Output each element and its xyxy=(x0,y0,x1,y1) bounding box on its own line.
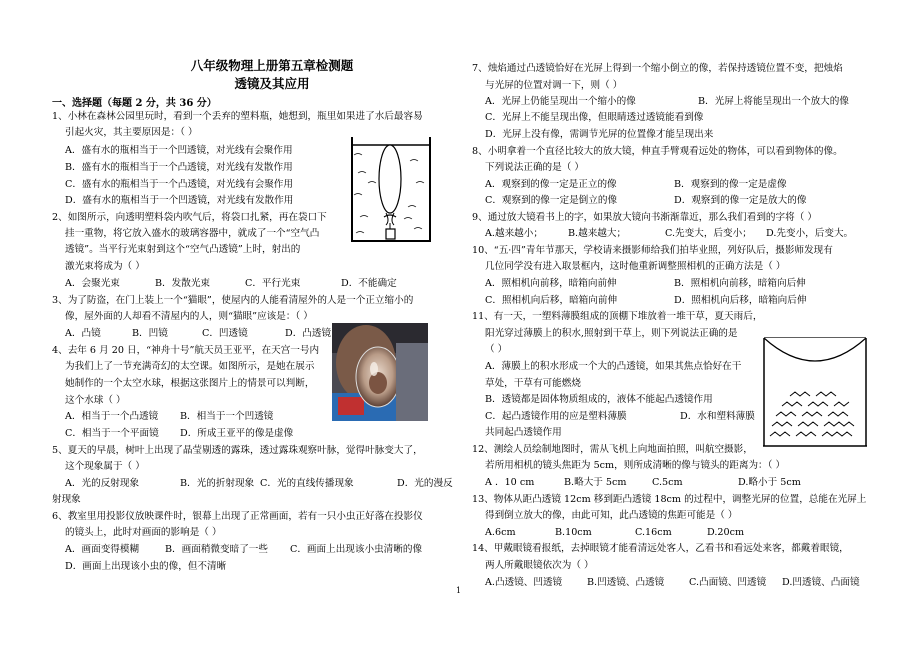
q9-option-b: B.越来越大； xyxy=(568,228,627,239)
q5-option-a: A．光的反射现象 xyxy=(65,478,140,489)
q4-option-b: B．相当于一个凹透镜 xyxy=(180,411,274,422)
q10-option-d: D．照相机向后移，暗箱向后伸 xyxy=(674,295,807,306)
q3-option-d: D．凸透镜 xyxy=(285,328,332,339)
q8-option-c: C．观察到的像一定是倒立的像 xyxy=(485,195,618,206)
water-ball-photo xyxy=(332,323,428,421)
q1-option-a: A．盛有水的瓶相当于一个凹透镜，对光线有会聚作用 xyxy=(65,145,293,156)
section-heading: 一、选择题（每题 2 分，共 36 分） xyxy=(52,98,217,109)
q11-option-c: C．起凸透镜作用的应是塑料薄膜 xyxy=(485,411,627,422)
q10-option-a: A．照相机向前移，暗箱向前伸 xyxy=(485,278,617,289)
q13-option-d: D.20cm xyxy=(707,527,745,538)
q3-option-b: B．凹镜 xyxy=(132,328,168,339)
q11-option-b: B．透镜都是固体物质组成的，液体不能起凸透镜作用 xyxy=(485,394,713,405)
q4-option-c: C．相当于一个平面镜 xyxy=(65,428,159,439)
q12-line1: 12、测绘人员绘制地图时，需从飞机上向地面拍照，叫航空摄影， xyxy=(472,444,753,455)
q5-line1: 5、夏天的早晨，树叶上出现了晶莹剔透的露珠，透过露珠观察叶脉，觉得叶脉变大了， xyxy=(52,445,423,456)
q5-line2: 这个现象属于（ ） xyxy=(65,461,145,472)
q12-option-d: D.略小于 5cm xyxy=(738,477,801,488)
q4-option-a: A．相当于一个凸透镜 xyxy=(65,411,159,422)
q14-option-d: D.凹透镜、凸面镜 xyxy=(782,577,860,588)
q4-line2: 为我们上了一节充满奇幻的太空课。如图所示，是她在展示 xyxy=(65,361,315,372)
q8-line1: 8、小明拿着一个直径比较大的放大镜，伸直手臂观看远处的物体，可以看到物体的像。 xyxy=(472,146,843,157)
film-roof-hay-figure xyxy=(760,336,870,448)
q14-option-c: C.凸面镜、凹透镜 xyxy=(689,577,767,588)
q9-option-a: A.越来越小； xyxy=(485,228,543,239)
q9-option-c: C.先变大，后变小； xyxy=(665,228,752,239)
q10-line1: 10、“五·四”青年节那天，学校请来摄影师给我们拍毕业照，列好队后，摄影师发现有 xyxy=(472,245,833,256)
page-title: 八年级物理上册第五章检测题 xyxy=(190,58,354,73)
q12-option-b: B.略大于 5cm xyxy=(564,477,627,488)
q2-line4: 激光束将成为（ ） xyxy=(65,261,145,272)
q7-option-d: D．光屏上没有像，需调节光屏的位置像才能呈现出来 xyxy=(485,129,714,140)
q1-stem-cont: 引起火灾，其主要原因是：（ ） xyxy=(65,127,198,138)
q3-option-c: C．凹透镜 xyxy=(202,328,248,339)
q12-option-a: A ．10 cm xyxy=(485,477,535,488)
q9-option-d: D.先变小，后变大。 xyxy=(766,228,854,239)
q6-option-b: B．画面稍微变暗了一些 xyxy=(165,544,268,555)
q11-option-a-cont: 草处，干草有可能燃烧 xyxy=(485,378,581,389)
q1-option-c: C．盛有水的瓶相当于一个凸透镜，对光线有会聚作用 xyxy=(65,179,293,190)
q8-line2: 下列说法正确的是（ ） xyxy=(485,162,584,173)
q3-line2: 像，屋外面的人却看不清屋内的人，则“猫眼”应该是：（ ） xyxy=(65,311,313,322)
q4-option-d: D．所成王亚平的像是虚像 xyxy=(180,428,294,439)
q4-line4: 这个水球（ ） xyxy=(65,395,126,406)
q14-line1: 14、甲戴眼镜看报纸，去掉眼镜才能看清远处客人，乙看书和看远处来客，都戴着眼镜， xyxy=(472,543,849,554)
q2-line1: 2、如图所示，向透明塑料袋内吹气后，将袋口扎紧，再在袋口下 xyxy=(52,212,327,223)
q6-option-a: A．画面变得模糊 xyxy=(65,544,140,555)
q10-line2: 几位同学没有进入取景框内，这时他重新调整照相机的正确方法是（ ） xyxy=(485,261,786,272)
q3-option-a: A．凸镜 xyxy=(65,328,101,339)
q5-option-c: C．光的直线传播现象 xyxy=(260,478,354,489)
q7-option-c: C．光屏上不能呈现出像，但眼睛透过透镜能看到像 xyxy=(485,112,704,123)
q5-option-b: B．光的折射现象 xyxy=(180,478,255,489)
q11-option-d-cont: 共同起凸透镜作用 xyxy=(485,427,562,438)
q2-option-a: A．会聚光束 xyxy=(65,278,120,289)
q7-line1: 7、烛焰通过凸透镜恰好在光屏上得到一个缩小倒立的像，若保持透镜位置不变，把烛焰 xyxy=(472,63,843,74)
q13-option-b: B.10cm xyxy=(555,527,592,538)
q12-line2: 若所用相机的镜头焦距为 5cm，则所成清晰的像与镜头的距离为：（ ） xyxy=(485,460,786,471)
q6-option-d: D．画面上出现该小虫的像，但不清晰 xyxy=(65,561,227,572)
q14-line2: 两人所戴眼镜依次为（ ） xyxy=(485,560,594,571)
q1-stem: 1、小林在森林公园里玩时，看到一个丢弃的塑料瓶，她想到，瓶里如果进了水后最容易 xyxy=(52,111,423,122)
q5-option-d: D．光的漫反 xyxy=(397,478,453,489)
q9-line1: 9、通过放大镜看书上的字，如果放大镜向书渐渐靠近，那么我们看到的字将（ ） xyxy=(472,212,817,223)
q4-line1: 4、去年 6 月 20 日，“神舟十号”航天员王亚平，在天宫一号内 xyxy=(52,345,320,356)
q6-option-c: C．画面上出现该小虫清晰的像 xyxy=(290,544,423,555)
q2-line2: 挂一重物，将它放入盛水的玻璃容器中，就成了一个“空气凸 xyxy=(65,228,320,239)
q7-line2: 与光屏的位置对调一下，则（ ） xyxy=(485,80,623,91)
q2-option-b: B．发散光束 xyxy=(155,278,211,289)
bag-in-water-figure xyxy=(348,133,434,243)
q11-option-d: D．水和塑料薄膜 xyxy=(680,411,755,422)
q8-option-b: B．观察到的像一定是虚像 xyxy=(674,179,787,190)
q1-option-d: D．盛有水的瓶相当于一个凹透镜，对光线有发散作用 xyxy=(65,195,294,206)
q13-option-c: C.16cm xyxy=(635,527,672,538)
q2-option-c: C．平行光束 xyxy=(245,278,301,289)
q10-option-c: C．照相机向后移，暗箱向前伸 xyxy=(485,295,618,306)
q8-option-a: A．观察到的像一定是正立的像 xyxy=(485,179,617,190)
q10-option-b: B．照相机向前移，暗箱向后伸 xyxy=(674,278,806,289)
q7-option-a: A．光屏上仍能呈现出一个缩小的像 xyxy=(485,96,636,107)
q1-option-b: B．盛有水的瓶相当于一个凸透镜，对光线有发散作用 xyxy=(65,162,293,173)
q7-option-b: B．光屏上将能呈现出一个放大的像 xyxy=(698,96,849,107)
q2-option-d: D．不能确定 xyxy=(341,278,397,289)
q11-line2: 阳光穿过薄膜上的积水,照射到干草上，则下列说法正确的是 xyxy=(485,328,738,339)
page-number: 1 xyxy=(456,586,462,595)
q12-option-c: C.5cm xyxy=(652,477,683,488)
q4-line3: 她制作的一个太空水球，根据这张图片上的情景可以判断， xyxy=(65,378,315,389)
q11-line1: 11、有一天，一塑料薄膜组成的顶棚下堆放着一堆干草，夏天雨后， xyxy=(472,311,763,322)
q6-line1: 6、教室里用投影仪放映课件时，银幕上出现了正常画面，若有一只小虫正好落在投影仪 xyxy=(52,511,423,522)
q11-line3: （ ） xyxy=(485,344,508,355)
q14-option-a: A.凸透镜、凹透镜 xyxy=(485,577,563,588)
q5-option-d-cont: 射现象 xyxy=(52,494,81,505)
q2-line3: 透镜”。当平行光束射到这个“空气凸透镜”上时，射出的 xyxy=(65,244,301,255)
q6-line2: 的镜头上，此时对画面的影响是（ ） xyxy=(65,527,222,538)
q13-line1: 13、物体从距凸透镜 12cm 移到距凸透镜 18cm 的过程中，调整光屏的位置，总能在光屏上 xyxy=(472,494,867,505)
q13-option-a: A.6cm xyxy=(485,527,516,538)
page-subtitle: 透镜及其应用 xyxy=(234,76,310,91)
q11-option-a: A．薄膜上的积水形成一个大的凸透镜，如果其焦点恰好在干 xyxy=(485,361,742,372)
q13-line2: 得到倒立放大的像，由此可知，此凸透镜的焦距可能是（ ） xyxy=(485,510,738,521)
q3-line1: 3、为了防盗，在门上装上一个“猫眼”，使屋内的人能看清屋外的人是一个正立缩小的 xyxy=(52,295,414,306)
q14-option-b: B.凹透镜、凸透镜 xyxy=(587,577,665,588)
q8-option-d: D．观察到的像一定是放大的像 xyxy=(674,195,807,206)
